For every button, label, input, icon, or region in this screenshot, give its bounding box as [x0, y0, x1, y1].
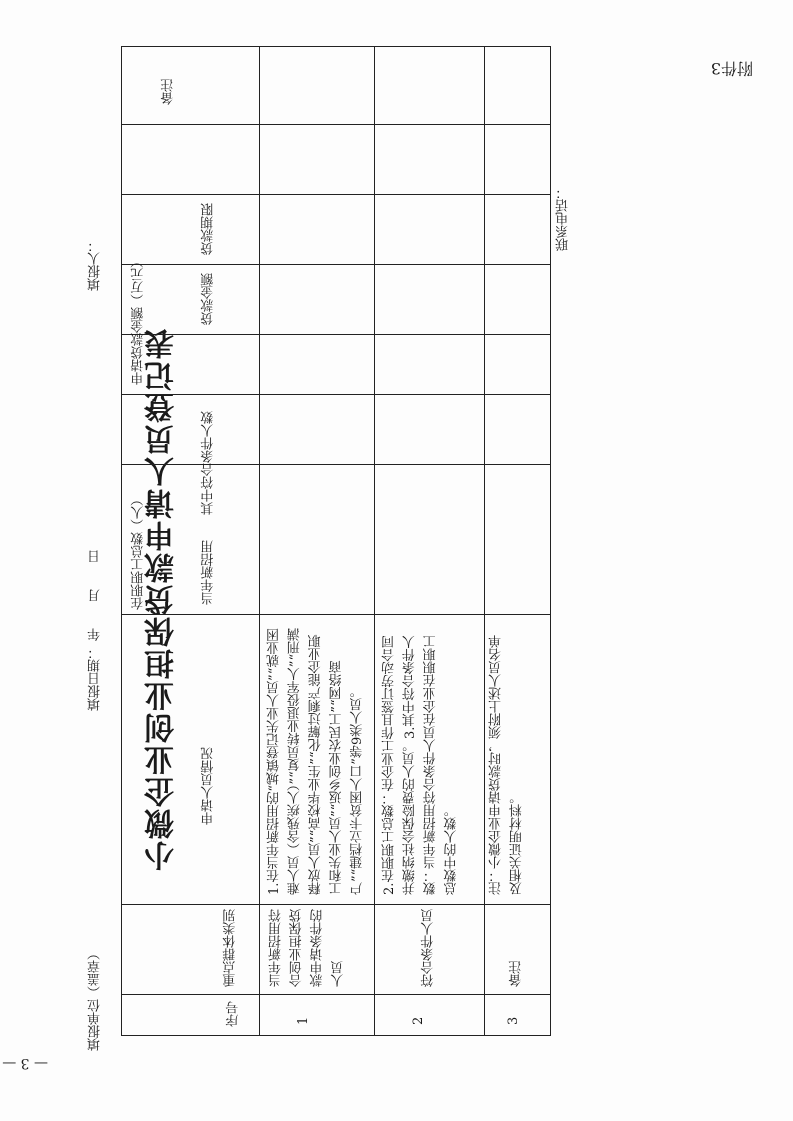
header-loan-group: 申请贷款金额（万元） [131, 255, 147, 385]
page-title: 小微企业创业担保贷款申请人员登记表 [145, 327, 180, 871]
row-1-desc: 1.在当年新招用的“城镇登记失业人员”“就业困难人员（含残疾人）”“复员转业退役军人”“刑满释放人员”“高校毕业生”“化解过剩产能企业职工和失业人员”“返乡创业农民工”“网络商户”“建档立卡贫困人口”等9类人员。 [267, 627, 366, 895]
header-existing: 其中符合条件人数 [201, 411, 217, 515]
header-new-jobs: 当年新招用 [201, 540, 217, 605]
row-3-seq: 3 [506, 1016, 522, 1025]
row-3-category: 备注 [509, 961, 525, 987]
appendix-label: 附件3 [710, 59, 753, 78]
header-loan-term: 贷款期限 [201, 203, 217, 255]
page-number: — 3 — [2, 1055, 48, 1071]
registration-table [121, 46, 551, 1036]
row-1-category: 当年新招用符合创业担保贷款申请条件的人员 [268, 909, 347, 987]
header-people-type: 申请人员情况 [201, 747, 217, 825]
header-category: 重点群体类别 [223, 909, 239, 987]
header-loan-amount: 贷款金额 [201, 273, 217, 325]
header-remarks: 备注 [161, 79, 177, 105]
row-2-seq: 2 [411, 1016, 427, 1025]
row-1-seq: 1 [296, 1016, 312, 1025]
row-2-desc: 2.在职职工总数：在企业工作且签订劳动合同并缴纳社会保险费的人员。3.其中符合条件人数：当年新招用符合条件人员在企业在职职工总数中的人数。 [382, 635, 460, 895]
header-seq: 序号 [226, 1001, 242, 1027]
date-label: 填报日期： [88, 646, 103, 711]
row-3-desc: 注：小微企业申请贷款时，须附上述人员名单及相关证明材料。 [489, 635, 525, 895]
person-label: 填报人： [88, 239, 103, 291]
unit-label: 填报单位（盖章） [88, 947, 103, 1051]
phone-label: 联系电话： [556, 186, 571, 251]
header-headcount: 在职职工总数（人） [131, 493, 147, 610]
row-2-category: 符合条件人员 [421, 909, 437, 987]
date-value: 年 月 日 [88, 550, 103, 641]
